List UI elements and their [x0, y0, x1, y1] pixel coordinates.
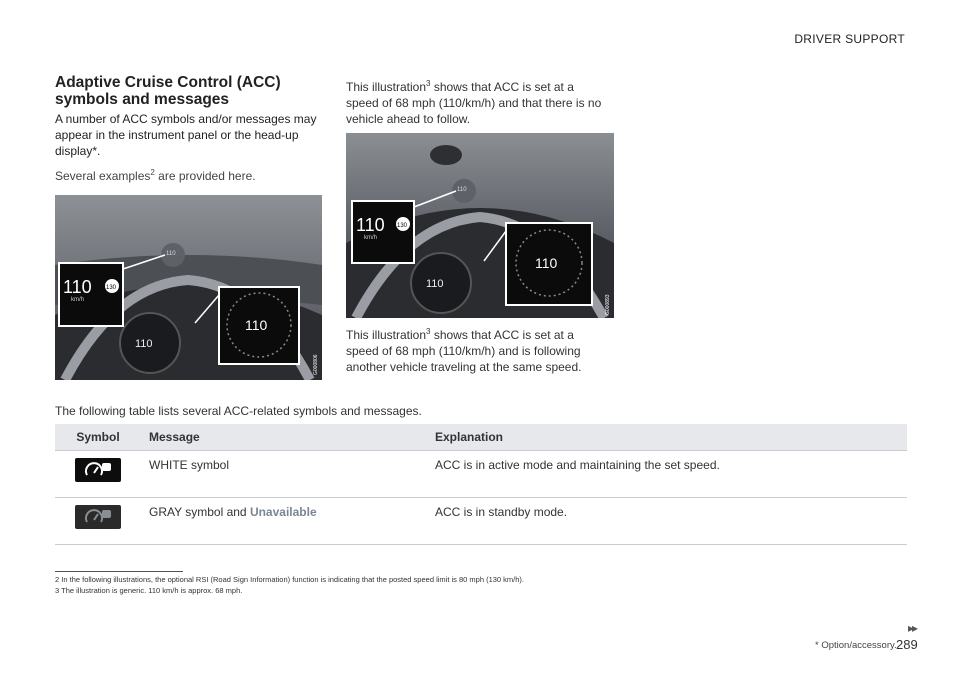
symbol-cell	[55, 498, 141, 545]
table-row	[55, 498, 907, 545]
svg-text:110: 110	[63, 277, 92, 297]
illustration-caption-2: This illustration$^3$ shows that ACC is set at a speed of 68 mph (110/km/h) and is following another vehicle traveling at the same speed.	[346, 327, 582, 374]
message-cell: GRAY symbol and Unavailable	[141, 498, 427, 545]
svg-text:130: 130	[397, 223, 408, 229]
table-header-row	[55, 424, 907, 451]
svg-text:110: 110	[245, 317, 268, 333]
svg-text:G000893: G000893	[605, 294, 611, 315]
svg-text:110: 110	[135, 338, 153, 350]
illustration-acc-no-vehicle	[55, 195, 322, 380]
continue-arrows-icon: ▸▸	[907, 621, 916, 635]
svg-text:110: 110	[166, 251, 176, 257]
table-intro: The following table lists several ACC-related symbols and messages.	[55, 404, 422, 418]
acc-gray-symbol-icon	[75, 505, 121, 529]
svg-text:110: 110	[426, 278, 444, 290]
explanation-cell: ACC is in standby mode.	[427, 498, 907, 545]
examples-text: Several examples$^2$ are provided here.	[55, 168, 256, 183]
intro-paragraph: A number of ACC symbols and/or messages may appear in the instrument panel or the head-up display*.	[55, 112, 317, 158]
page-heading: Adaptive Cruise Control (ACC) symbols and messages	[55, 74, 281, 108]
svg-text:130: 130	[106, 285, 117, 291]
header-explanation: Explanation	[427, 424, 907, 451]
section-header: DRIVER SUPPORT	[794, 32, 905, 46]
illustration-caption-1: This illustration$^3$ shows that ACC is set at a speed of 68 mph (110/km/h) and that there is no vehicle ahead to follow.	[346, 79, 602, 126]
table-row	[55, 451, 907, 498]
header-symbol: Symbol	[55, 424, 141, 451]
illustration-acc-following-vehicle	[346, 133, 614, 318]
svg-text:110: 110	[457, 187, 467, 193]
acc-white-symbol-icon	[75, 458, 121, 482]
symbol-cell	[55, 451, 141, 498]
explanation-cell: ACC is in active mode and maintaining the set speed.	[427, 451, 907, 498]
footnote-2: 2 In the following illustrations, the optional RSI (Road Sign Information) function is indicating that the posted speed limit is 80 mph (130 km/h).	[55, 575, 525, 584]
svg-text:110: 110	[356, 215, 385, 235]
page-number: 289	[896, 637, 918, 652]
svg-text:110: 110	[535, 255, 558, 271]
svg-text:G000806: G000806	[313, 354, 319, 375]
footnote-3: 3 The illustration is generic. 110 km/h is approx. 68 mph.	[55, 586, 243, 595]
message-cell: WHITE symbol	[141, 451, 427, 498]
svg-text:km/h: km/h	[71, 297, 85, 303]
header-message: Message	[141, 424, 427, 451]
acc-symbols-table	[55, 424, 907, 545]
footnote-divider	[55, 571, 183, 572]
option-accessory-note: * Option/accessory.	[815, 640, 897, 651]
svg-text:km/h: km/h	[364, 235, 378, 241]
